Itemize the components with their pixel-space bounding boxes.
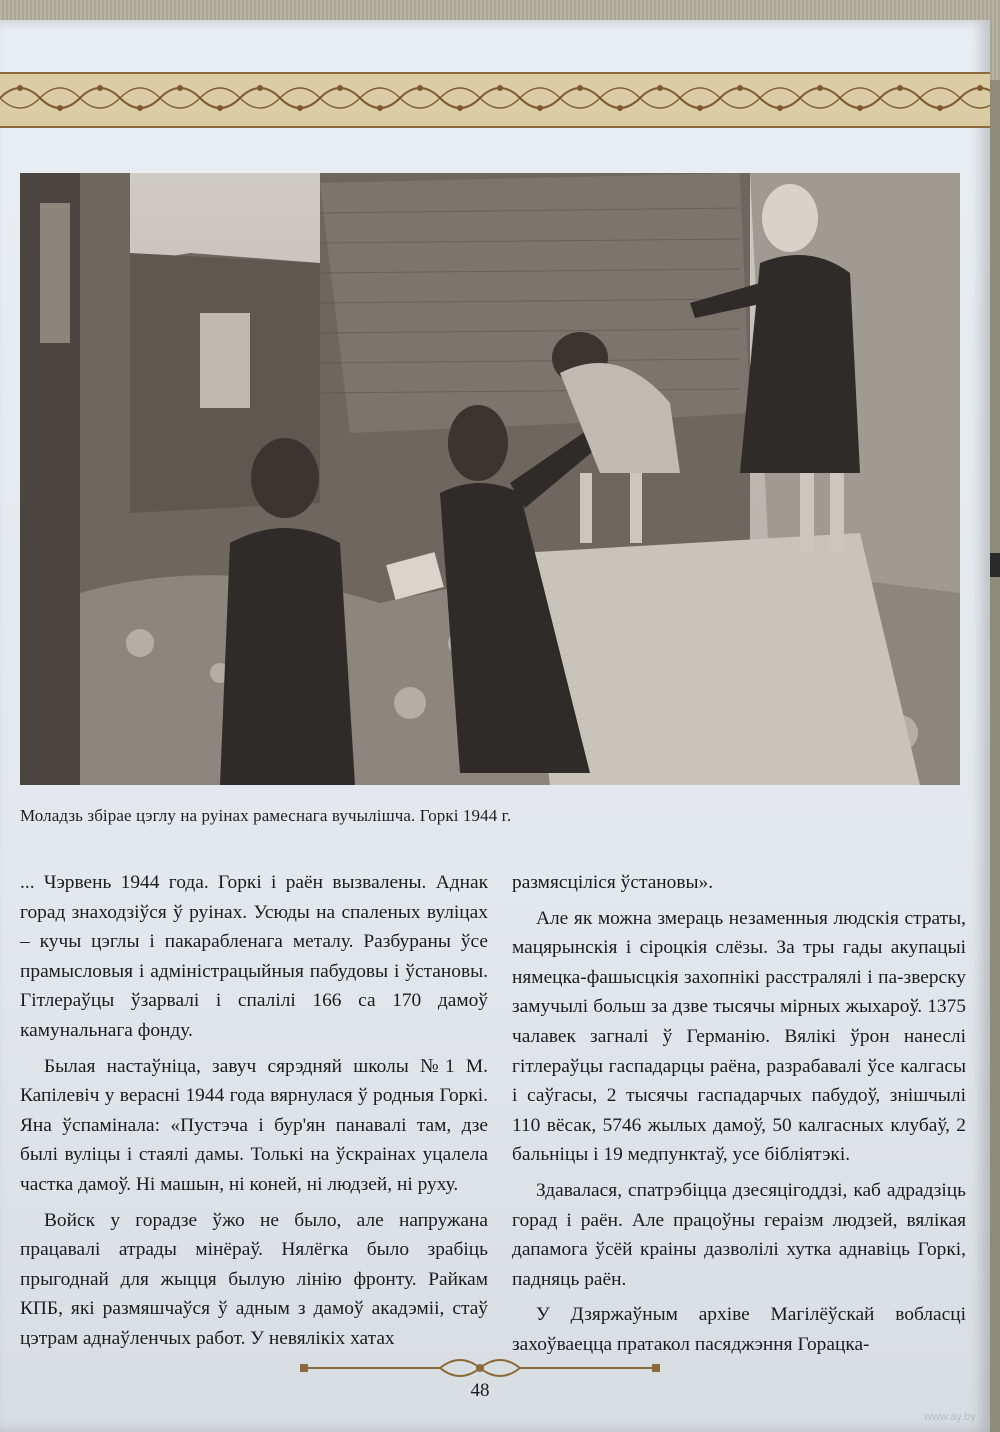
paragraph: размясціліся ўстановы». [512,872,714,893]
paragraph: Здавалася, спатрэбіцца дзесяцігоддзі, каб адрадзіць горад і раён. Але працоўны гераізм людзей, вялікая дапамога ўсёй краіны дазволілі хутка аднавіць Горкі, падняць раён. [512,1179,966,1290]
paragraph: Але як можна змераць незаменныя людскія страты, мацярынскія і сіроцкія слёзы. За тры гады акупацыі нямецка-фашысцкія захопнікі расстралялі і па-зверску замучылі больш за дзве тысячы мірных жыхароў. 1375 чалавек загналі ў Германію. Вялікі ўрон нанеслі гітлераўцы гаспадарцы раёна, разрабавалі ўсе калгасы і саўгасы, 2 тысячы гаспадарчых пабудоў, знішчылі 110 вёсак, 5746 жылых дамоў, 50 калгасных клубаў, 2 бальніцы і 19 медпунктаў, усе бібліятэкі. [512,907,966,1166]
left-column [20,868,488,1354]
paragraph: Былая настаўніца, завуч сярэдняй школы №1 М. Капілевіч у верасні 1944 года вярнулася ў родныя Горкі. Яна ўспамінала: «Пустэча і бур'ян панавалі там, дзе былі вуліцы і стаялі дамы. Толькі на ўскраінах уцалела частка дамоў. Ні машын, ні коней, ні людзей, ні руху. [20,1055,488,1195]
bookmark-tab [990,553,1000,577]
book-page [0,20,990,1432]
paragraph: Войск у горадзе ўжо не было, але напружана працавалі атрады мінёраў. Нялёгка было зрабіць прыгоднай для жыцця былую лінію фронту. Райкам КПБ, які размяшчаўся ў адным з дамоў акадэміі, стаў цэтрам аднаўленчых работ. У невялікіх хатах [20,1209,488,1349]
watermark: www.ay.by [924,1411,976,1423]
photo-caption: Моладзь збірае цэглу на руінах рамеснага вучылішча. Горкі 1944 г. [20,806,512,825]
historical-photo [20,173,960,785]
page-number: 48 [470,1380,490,1401]
header-ornament [0,72,990,128]
paragraph: У Дзяржаўным архіве Магілёўскай вобласці захоўваецца пратакол пасяджэння Горацка- [512,1304,966,1355]
right-column [512,868,966,1360]
paragraph: ... Чэрвень 1944 года. Горкі і раён вызвалены. Аднак горад знаходзіўся ў руінах. Усюды на спаленых вуліцах – кучы цэглы і пакарабленага металу. Разбураны ўсе прамысловыя і адміністрацыйныя пабудовы і ўстановы. Гітлераўцы ўзарвалі і спалілі 166 са 170 дамоў камунальнага фонду. [20,872,488,1041]
